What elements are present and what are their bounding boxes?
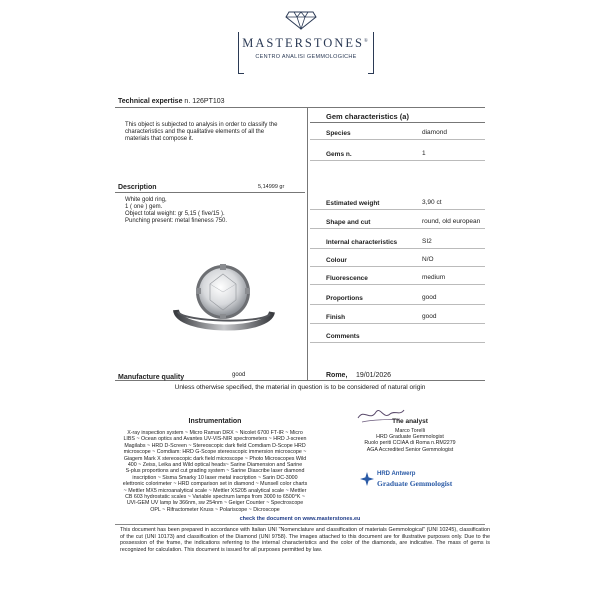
- gem-row-value: good: [422, 294, 437, 301]
- analyst-title: The analyst: [392, 418, 428, 425]
- description-weight: 5,14999 gr: [258, 184, 285, 190]
- manufacture-label: Manufacture quality: [118, 374, 185, 381]
- diamond-logo-icon: [285, 8, 317, 30]
- gem-row-value: good: [422, 313, 437, 320]
- manufacture-value: good: [232, 372, 246, 378]
- gem-row-divider: [310, 228, 485, 229]
- gem-row-label: Estimated weight: [326, 200, 380, 207]
- instrumentation-line: Magilabs ~ HRD D-Screen ~ Stereoscopic dark field Comdiam D-Scope HRD: [124, 442, 306, 449]
- gem-row-value: SI2: [422, 238, 432, 245]
- gem-row-value: medium: [422, 274, 446, 281]
- gem-row-label: Gems n.: [326, 151, 352, 158]
- gem-row-divider: [310, 342, 485, 343]
- instrumentation-line: ~ Mettler MX5 microanalytical scale ~ Mettler XS205 analytical scale ~ Mettler: [123, 487, 307, 494]
- legal-footer: This document has been prepared in accordance with Italian UNI "Nomenclature and classification of materials Gemmological" (UNI 10245), classification of the cut (UNI 10173) and classification of the Diamond (UNI 9758). The images attached to this document are for illustrative purposes only. Due to the possession of the frame, the indications referring to the internal characteristics and the color of the diamonds, are indicative. The mass of gems is recognized for calculation. This document is issued for all purposes permitted by law.: [120, 527, 490, 553]
- instrumentation-line: OPL ~ Rifractometer Kruss ~ Polariscope ~ Dicroscope: [150, 506, 280, 513]
- place-city: Rome,: [326, 372, 348, 379]
- instrumentation-line: CB 603 hydrostatic scales ~ Variable spectrum lamps from 3000 to 6500°K ~: [125, 494, 305, 501]
- natural-origin-notice: Unless otherwise specified, the material in question is to be considered of natural origin: [174, 384, 426, 391]
- gem-row-divider: [310, 209, 485, 210]
- hrd-logo-bottom: Graduate Gemmologist: [377, 479, 453, 488]
- check-document-link[interactable]: check the document on www.masterstones.eu: [239, 516, 361, 522]
- gem-row-divider: [310, 323, 485, 324]
- instrumentation-line: Giagem Mark X stereoscopic dark field microscope ~ Photo Microscopes Wild: [123, 455, 307, 462]
- hrd-star-icon: [360, 472, 374, 486]
- ring-photo: [168, 262, 278, 342]
- gem-row-divider: [310, 284, 485, 285]
- gem-row-label: Finish: [326, 314, 346, 321]
- gem-row-divider: [310, 160, 485, 161]
- gem-row-value: N/O: [422, 256, 434, 263]
- gem-row-value: diamond: [422, 129, 447, 136]
- gem-title: Gem characteristics (a): [326, 112, 409, 121]
- description-text: White gold ring, 1 ( one ) gem. Object total weight: gr 5,15 ( five/15 ). Punching present: metal fineness 750.: [125, 197, 228, 224]
- hrd-logo-top: HRD Antwerp: [377, 471, 416, 477]
- gem-row-divider: [310, 248, 485, 249]
- brand-name: MASTERSTONES®: [242, 36, 370, 51]
- place-date: 19/01/2026: [356, 372, 392, 379]
- gem-row-label: Internal characteristics: [326, 239, 398, 246]
- gem-row-divider: [310, 266, 485, 267]
- instrumentation-line: X-ray inspection system ~ Micro Raman DRX ~ Nicolet 6700 FT-IR ~ Micro: [127, 430, 303, 436]
- gem-row-label: Fluorescence: [326, 275, 368, 282]
- gem-row-divider: [310, 139, 485, 140]
- gem-row-divider: [310, 304, 485, 305]
- instrumentation-list: [110, 430, 320, 513]
- gem-row-label: Comments: [326, 333, 360, 340]
- gem-row-value: 3,90 ct: [422, 199, 442, 206]
- expertise-intro: This object is subjected to analysis in order to classify the characteristics and the qualitative elements of all the materials that compose it.: [125, 122, 278, 142]
- instrumentation-line: microscope ~ Comdiam: HRD G-Scope stereoscopic immersion microscope ~: [123, 449, 307, 456]
- instrumentation-line: elettronic colorimeter ~ HRD comparison set in diamond ~ Munsell color charts: [122, 481, 308, 488]
- instrumentation-line: 400 ~ Zeiss, Leika and Wild optical heads~ Sarine Diamension and Sarine: [127, 462, 303, 469]
- instrumentation-line: inscription ~ Sisma Smarky 10 laser metal inscription ~ Sarin DC-3000: [132, 474, 298, 481]
- gem-row-label: Shape and cut: [326, 219, 371, 226]
- expertise-label: Technical expertise n. 126PT103: [118, 98, 225, 105]
- analyst-details: Marco Torelli HRD Graduate Gemmologist Ruolo periti CCIAA di Roma n.RM2279 AGA Accredited Senior Gemmologist: [364, 428, 456, 453]
- gem-row-label: Colour: [326, 257, 347, 264]
- instrumentation-line: UVI-GEM UV lamp lw 366nm, sw 254nm ~ Geiger Counter ~ Spectroscope: [126, 500, 304, 507]
- brand-subtitle: CENTRO ANALISI GEMMOLOGICHE: [255, 54, 357, 60]
- description-label: Description: [118, 184, 157, 191]
- expertise-number: 126PT103: [192, 98, 225, 105]
- gem-row-value: 1: [422, 150, 426, 157]
- instrumentation-title: Instrumentation: [188, 418, 242, 425]
- gem-row-value: round, old european: [422, 218, 481, 225]
- instrumentation-line: LIBS ~ Ocean optics and Avantes UV-VIS-NIR spectrometers ~ HRD J-screen: [123, 436, 307, 443]
- gem-row-label: Species: [326, 130, 351, 137]
- gem-row-label: Proportions: [326, 295, 363, 302]
- instrumentation-line: S-plus proportions and cut grading system ~ Sarine Diascribe laser diamond: [125, 468, 305, 475]
